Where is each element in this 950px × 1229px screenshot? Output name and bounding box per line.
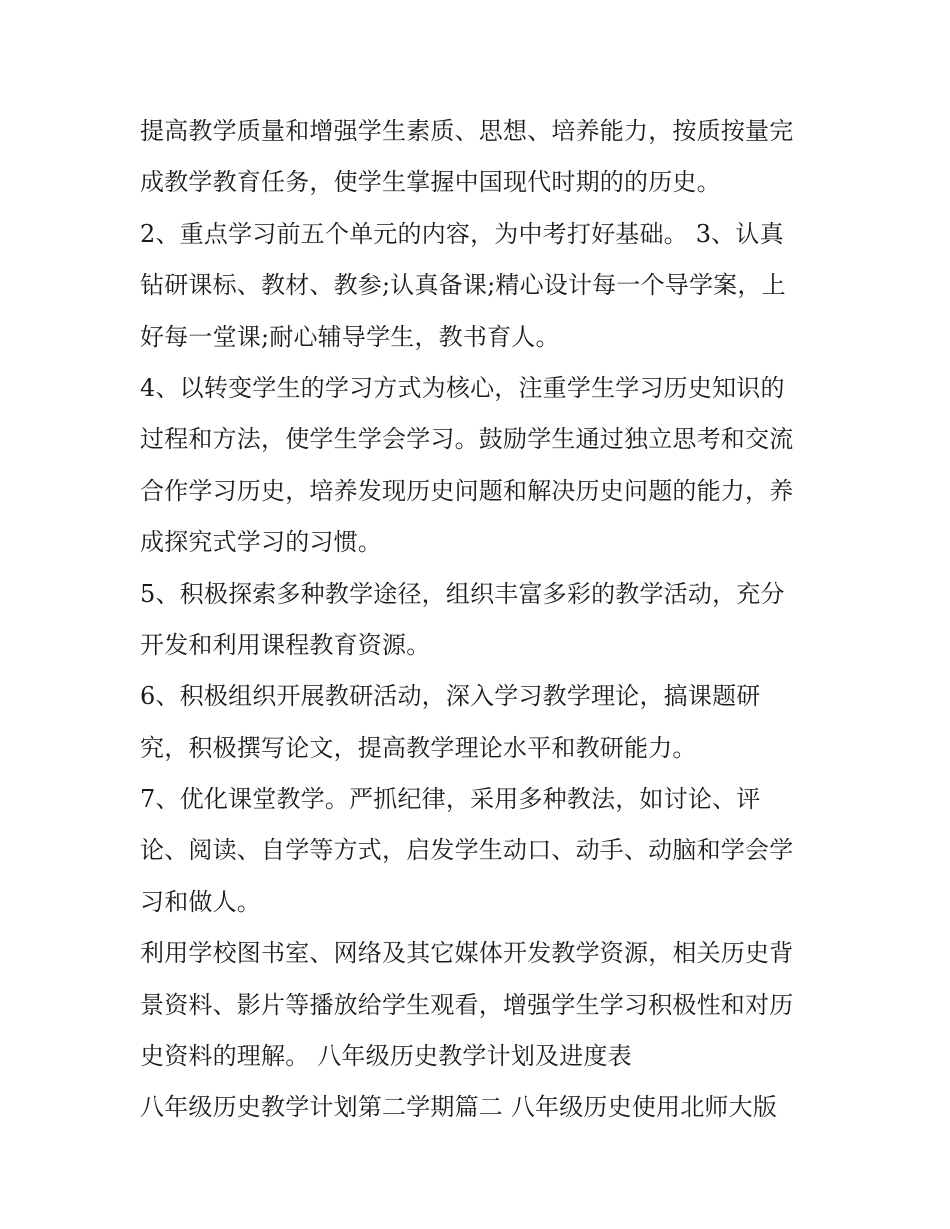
text-line: 过程和方法，使学生学会学习。鼓励学生通过独立思考和交流 [140,425,794,454]
text-line: 7、优化课堂教学。严抓纪律，采用多种教法，如讨论、评 [140,785,761,814]
text-line: 钻研课标、教材、教参;认真备课;精心设计每一个导学案，上 [140,271,786,300]
text-line: 5、积极探索多种教学途径，组织丰富多彩的教学活动，充分 [140,579,785,608]
text-line: 论、阅读、自学等方式，启发学生动口、动手、动脑和学会学 [140,836,794,865]
text-line: 史资料的理解。 八年级历史教学计划及进度表 [140,1042,632,1071]
text-line: 2、重点学习前五个单元的内容，为中考打好基础。 3、认真 [140,219,784,248]
text-line: 习和做人。 [140,887,261,916]
text-line: 成教学教育任务，使学生掌握中国现代时期的的历史。 [140,168,721,197]
text-line: 成探究式学习的习惯。 [140,528,382,557]
text-line: 提高教学质量和增强学生素质、思想、培养能力，按质按量完 [140,117,794,145]
text-line: 景资料、影片等播放给学生观看，增强学生学习积极性和对历 [140,990,794,1019]
text-line: 6、积极组织开展教研活动，深入学习教学理论，搞课题研 [140,682,761,711]
text-line: 究，积极撰写论文，提高教学理论水平和教研能力。 [140,733,697,762]
text-line: 开发和利用课程教育资源。 [140,630,431,659]
text-line: 好每一堂课;耐心辅导学生，教书育人。 [140,322,560,351]
text-line: 利用学校图书室、网络及其它媒体开发教学资源，相关历史背 [140,939,794,968]
text-line: 八年级历史教学计划第二学期篇二 八年级历史使用北师大版 [140,1093,778,1122]
text-line: 合作学习历史，培养发现历史问题和解决历史问题的能力，养 [140,476,794,505]
document-body [140,106,820,1134]
text-line: 4、以转变学生的学习方式为核心，注重学生学习历史知识的 [140,373,785,402]
